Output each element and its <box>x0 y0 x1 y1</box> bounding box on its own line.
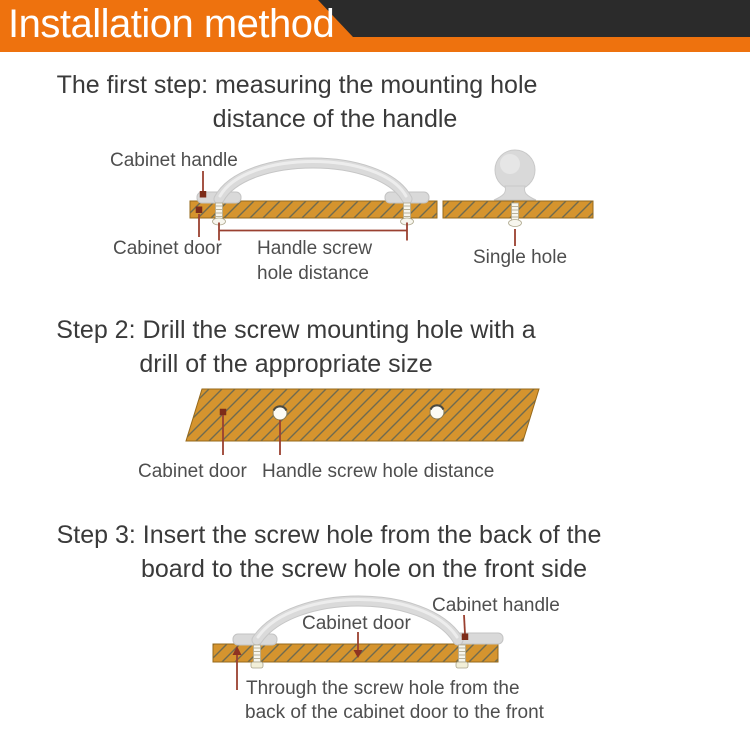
step3-cabinet-door-label: Cabinet door <box>302 613 411 634</box>
step3-heading-line2: board to the screw hole on the front side <box>140 555 588 583</box>
step2-cabinet-door-label: Cabinet door <box>138 461 247 482</box>
step3-heading-line1: Step 3: Insert the screw hole from the back of the <box>56 521 602 549</box>
right-drill-hole <box>430 405 444 419</box>
through-label-line2: back of the cabinet door to the front <box>245 702 544 723</box>
through-label-line1: Through the screw hole from the <box>246 678 520 699</box>
left-drill-hole <box>273 406 287 420</box>
step1-cabinet-door-board <box>190 201 437 218</box>
step2-heading-line1: Step 2: Drill the screw mounting hole with a <box>56 316 536 344</box>
step1-heading-line1: The first step: measuring the mounting hole <box>56 71 538 99</box>
step3-diagram <box>213 595 560 723</box>
step1-diagram <box>110 150 593 284</box>
step2-cabinet-door-board <box>186 389 539 441</box>
cabinet-handle-pointer <box>200 171 207 198</box>
step3-cabinet-handle-label: Cabinet handle <box>432 595 560 616</box>
step1-cabinet-door-label: Cabinet door <box>113 238 222 259</box>
step3-cabinet-handle-pointer <box>462 615 469 640</box>
step2-heading-line2: drill of the appropriate size <box>139 350 433 378</box>
cabinet-door-pointer <box>196 207 203 238</box>
step1-cabinet-handle-label: Cabinet handle <box>110 150 238 171</box>
step1-heading-line2: distance of the handle <box>212 105 458 133</box>
step1-handle-screw-label-line1: Handle screw <box>257 238 373 259</box>
page-title: Installation method <box>8 2 335 46</box>
single-hole-label: Single hole <box>473 247 568 268</box>
step1-handle-screw-label-line2: hole distance <box>257 263 369 284</box>
through-hole-arrow <box>233 646 242 690</box>
step2-screw-hole-distance-label: Handle screw hole distance <box>262 461 495 482</box>
step2-diagram <box>138 389 539 482</box>
cabinet-handle-arch <box>219 162 407 200</box>
knob <box>494 150 536 200</box>
